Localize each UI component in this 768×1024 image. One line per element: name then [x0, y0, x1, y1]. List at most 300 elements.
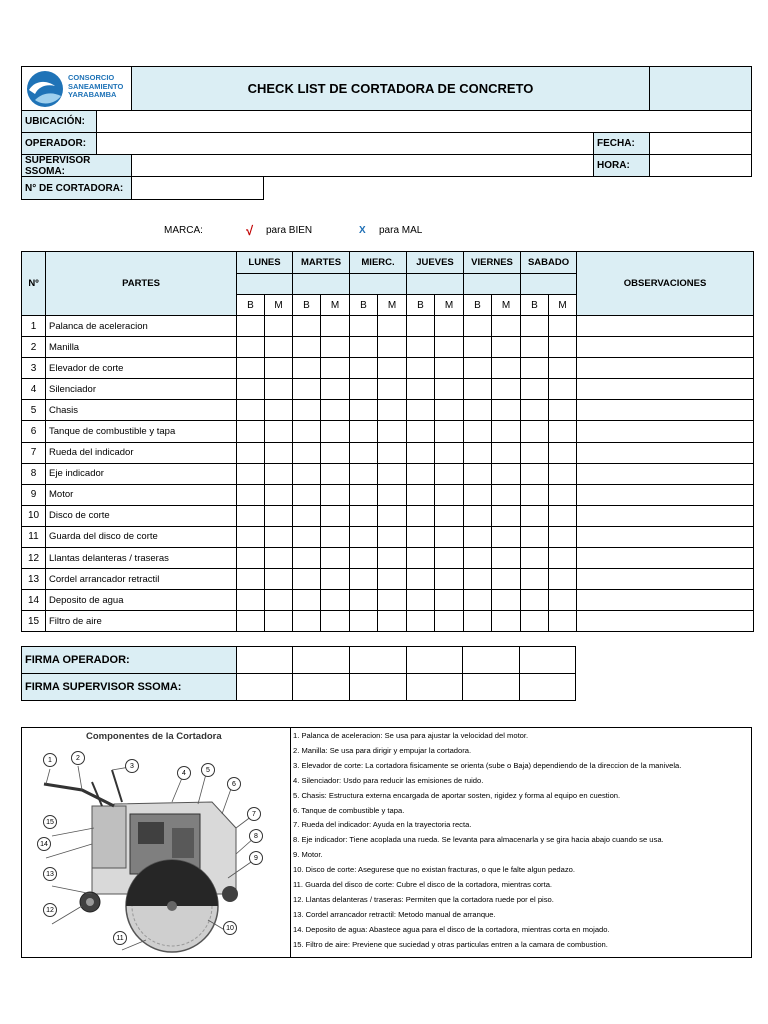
- check-cell-bien[interactable]: [350, 379, 378, 400]
- observation-cell[interactable]: [577, 463, 754, 484]
- check-cell-mal[interactable]: [321, 421, 350, 442]
- part-name: Guarda del disco de corte: [46, 526, 237, 547]
- part-name: Palanca de aceleracion: [46, 316, 237, 337]
- check-cell-mal[interactable]: [265, 379, 293, 400]
- observation-cell[interactable]: [577, 442, 754, 463]
- check-cell-mal[interactable]: [435, 611, 464, 632]
- mal-column-header: M: [549, 295, 577, 316]
- check-cell-mal[interactable]: [378, 463, 407, 484]
- component-description: 4. Silenciador: Usdo para reducir las emisiones de ruido.: [293, 775, 484, 785]
- check-cell-mal[interactable]: [265, 526, 293, 547]
- row-number: 5: [22, 400, 46, 421]
- check-cell-mal[interactable]: [378, 421, 407, 442]
- check-cell-bien[interactable]: [521, 463, 549, 484]
- table-row: [22, 316, 754, 337]
- day-blank-cell: [293, 274, 350, 295]
- part-name: Elevador de corte: [46, 358, 237, 379]
- signature-cell[interactable]: [237, 674, 293, 701]
- check-cell-mal[interactable]: [492, 548, 521, 569]
- signature-cell[interactable]: [350, 647, 407, 674]
- callout-number-15: 15: [43, 815, 57, 829]
- check-cell-mal[interactable]: [435, 379, 464, 400]
- check-cell-mal[interactable]: [492, 569, 521, 590]
- table-row: [22, 379, 754, 400]
- check-cell-bien[interactable]: [293, 548, 321, 569]
- check-cell-bien[interactable]: [350, 463, 378, 484]
- part-name: Chasis: [46, 400, 237, 421]
- check-cell-mal[interactable]: [492, 590, 521, 611]
- callout-number-4: 4: [177, 766, 191, 780]
- check-cell-bien[interactable]: [350, 400, 378, 421]
- check-cell-mal[interactable]: [492, 442, 521, 463]
- check-cell-bien[interactable]: [237, 505, 265, 526]
- check-cell-mal[interactable]: [378, 337, 407, 358]
- check-cell-bien[interactable]: [237, 421, 265, 442]
- callout-number-12: 12: [43, 903, 57, 917]
- check-cell-mal[interactable]: [435, 548, 464, 569]
- observation-cell[interactable]: [577, 400, 754, 421]
- components-title: Componentes de la Cortadora: [86, 731, 222, 742]
- table-row: [22, 463, 754, 484]
- day-blank-cell: [350, 274, 407, 295]
- check-cell-bien[interactable]: [237, 400, 265, 421]
- check-cell-bien[interactable]: [464, 569, 492, 590]
- logo-cell: [21, 66, 132, 111]
- check-cell-bien[interactable]: [407, 421, 435, 442]
- part-name: Cordel arrancador retractil: [46, 569, 237, 590]
- hora-field[interactable]: [649, 154, 752, 177]
- part-name: Silenciador: [46, 379, 237, 400]
- cortadora-label: N° DE CORTADORA:: [21, 176, 132, 200]
- ubicacion-label: UBICACIÓN:: [21, 110, 97, 133]
- mal-column-header: M: [321, 295, 350, 316]
- check-cell-bien[interactable]: [464, 505, 492, 526]
- observation-cell[interactable]: [577, 611, 754, 632]
- supervisor-label: SUPERVISOR SSOMA:: [21, 154, 132, 177]
- check-cell-bien[interactable]: [293, 611, 321, 632]
- check-cell-bien[interactable]: [293, 569, 321, 590]
- check-cell-bien[interactable]: [407, 548, 435, 569]
- signature-cell[interactable]: [237, 647, 293, 674]
- check-cell-bien[interactable]: [521, 379, 549, 400]
- check-cell-bien[interactable]: [407, 484, 435, 505]
- check-cell-mal[interactable]: [435, 400, 464, 421]
- check-cell-bien[interactable]: [237, 463, 265, 484]
- check-cell-bien[interactable]: [237, 611, 265, 632]
- check-cell-mal[interactable]: [265, 463, 293, 484]
- check-cell-mal[interactable]: [265, 505, 293, 526]
- check-cell-mal[interactable]: [321, 358, 350, 379]
- component-description: 9. Motor.: [293, 850, 323, 860]
- check-cell-mal[interactable]: [492, 337, 521, 358]
- check-cell-bien[interactable]: [407, 526, 435, 547]
- table-row: [22, 505, 754, 526]
- check-cell-mal[interactable]: [492, 316, 521, 337]
- check-cell-mal[interactable]: [265, 337, 293, 358]
- check-cell-bien[interactable]: [464, 316, 492, 337]
- check-cell-mal[interactable]: [549, 590, 577, 611]
- part-name: Disco de corte: [46, 505, 237, 526]
- check-cell-mal[interactable]: [435, 526, 464, 547]
- signature-cell[interactable]: [407, 674, 463, 701]
- check-cell-mal[interactable]: [265, 442, 293, 463]
- check-cell-bien[interactable]: [407, 337, 435, 358]
- check-cell-bien[interactable]: [293, 316, 321, 337]
- check-cell-mal[interactable]: [321, 316, 350, 337]
- check-cell-mal[interactable]: [321, 379, 350, 400]
- check-cell-bien[interactable]: [521, 442, 549, 463]
- component-description: 1. Palanca de aceleracion: Se usa para ajustar la velocidad del motor.: [293, 731, 529, 740]
- check-cell-bien[interactable]: [293, 505, 321, 526]
- component-description: 13. Cordel arrancador retractil: Metodo manual de arranque.: [293, 909, 496, 919]
- check-cell-mal[interactable]: [492, 526, 521, 547]
- callout-number-8: 8: [249, 829, 263, 843]
- check-cell-bien[interactable]: [350, 548, 378, 569]
- observation-cell[interactable]: [577, 484, 754, 505]
- day-header-miercoles: MIERC.: [350, 252, 407, 274]
- check-cell-mal[interactable]: [492, 358, 521, 379]
- check-cell-bien[interactable]: [293, 463, 321, 484]
- check-cell-mal[interactable]: [435, 484, 464, 505]
- check-cell-mal[interactable]: [321, 590, 350, 611]
- check-cell-mal[interactable]: [549, 484, 577, 505]
- table-row: [22, 421, 754, 442]
- check-cell-bien[interactable]: [464, 590, 492, 611]
- check-cell-mal[interactable]: [321, 463, 350, 484]
- callout-number-1: 1: [43, 753, 57, 767]
- check-cell-bien[interactable]: [237, 484, 265, 505]
- row-number: 3: [22, 358, 46, 379]
- check-cell-mal[interactable]: [378, 569, 407, 590]
- callout-number-7: 7: [247, 807, 261, 821]
- marca-label: MARCA:: [164, 224, 203, 236]
- signature-cell[interactable]: [463, 674, 520, 701]
- check-cell-mal[interactable]: [549, 548, 577, 569]
- check-cell-bien[interactable]: [350, 569, 378, 590]
- check-cell-mal[interactable]: [378, 442, 407, 463]
- callout-number-2: 2: [71, 751, 85, 765]
- table-row: [22, 526, 754, 547]
- check-cell-mal[interactable]: [321, 505, 350, 526]
- observation-cell[interactable]: [577, 590, 754, 611]
- signature-cell[interactable]: [463, 647, 520, 674]
- check-cell-bien[interactable]: [237, 379, 265, 400]
- check-cell-bien[interactable]: [407, 400, 435, 421]
- observation-cell[interactable]: [577, 379, 754, 400]
- check-cell-bien[interactable]: [293, 400, 321, 421]
- fecha-label: FECHA:: [593, 132, 650, 155]
- observation-cell[interactable]: [577, 316, 754, 337]
- check-cell-bien[interactable]: [521, 337, 549, 358]
- check-cell-bien[interactable]: [521, 358, 549, 379]
- check-cell-mal[interactable]: [549, 316, 577, 337]
- check-cell-mal[interactable]: [265, 569, 293, 590]
- day-blank-cell: [237, 274, 293, 295]
- check-cell-mal[interactable]: [321, 484, 350, 505]
- check-cell-mal[interactable]: [265, 421, 293, 442]
- check-cell-bien[interactable]: [464, 463, 492, 484]
- check-cell-bien[interactable]: [293, 379, 321, 400]
- check-cell-bien[interactable]: [293, 526, 321, 547]
- check-cell-bien[interactable]: [407, 611, 435, 632]
- part-name: Deposito de agua: [46, 590, 237, 611]
- check-cell-bien[interactable]: [521, 421, 549, 442]
- fecha-field[interactable]: [649, 132, 752, 155]
- check-cell-bien[interactable]: [293, 590, 321, 611]
- check-cell-mal[interactable]: [549, 379, 577, 400]
- component-description: 2. Manilla: Se usa para dirigir y empujar la cortadora.: [293, 745, 472, 755]
- x-mark-icon: X: [359, 224, 366, 236]
- check-cell-mal[interactable]: [321, 548, 350, 569]
- check-cell-bien[interactable]: [407, 442, 435, 463]
- check-cell-bien[interactable]: [407, 590, 435, 611]
- check-cell-mal[interactable]: [549, 463, 577, 484]
- check-cell-bien[interactable]: [350, 590, 378, 611]
- check-cell-mal[interactable]: [549, 337, 577, 358]
- observation-cell[interactable]: [577, 548, 754, 569]
- row-number: 7: [22, 442, 46, 463]
- observation-cell[interactable]: [577, 421, 754, 442]
- check-cell-mal[interactable]: [265, 611, 293, 632]
- check-cell-bien[interactable]: [237, 526, 265, 547]
- check-cell-mal[interactable]: [492, 463, 521, 484]
- bien-column-header: B: [521, 295, 549, 316]
- observation-cell[interactable]: [577, 526, 754, 547]
- bien-column-header: B: [464, 295, 492, 316]
- check-cell-mal[interactable]: [378, 590, 407, 611]
- check-cell-mal[interactable]: [435, 358, 464, 379]
- check-cell-bien[interactable]: [407, 316, 435, 337]
- observation-cell[interactable]: [577, 358, 754, 379]
- check-cell-bien[interactable]: [521, 316, 549, 337]
- check-cell-bien[interactable]: [237, 337, 265, 358]
- check-cell-bien[interactable]: [350, 337, 378, 358]
- signature-cell[interactable]: [293, 647, 350, 674]
- day-blank-cell: [521, 274, 577, 295]
- check-cell-mal[interactable]: [378, 484, 407, 505]
- mal-column-header: M: [265, 295, 293, 316]
- check-cell-bien[interactable]: [464, 611, 492, 632]
- check-cell-mal[interactable]: [321, 442, 350, 463]
- component-description: 11. Guarda del disco de corte: Cubre el disco de la cortadora, mientras corta.: [293, 880, 553, 890]
- mal-column-header: M: [435, 295, 464, 316]
- check-cell-mal[interactable]: [265, 590, 293, 611]
- check-cell-bien[interactable]: [521, 611, 549, 632]
- check-cell-bien[interactable]: [464, 548, 492, 569]
- check-cell-mal[interactable]: [265, 484, 293, 505]
- check-cell-mal[interactable]: [435, 316, 464, 337]
- check-cell-bien[interactable]: [237, 569, 265, 590]
- check-cell-mal[interactable]: [435, 505, 464, 526]
- row-number: 13: [22, 569, 46, 590]
- signature-cell[interactable]: [407, 647, 463, 674]
- check-cell-bien[interactable]: [521, 569, 549, 590]
- check-cell-mal[interactable]: [321, 569, 350, 590]
- check-cell-bien[interactable]: [293, 337, 321, 358]
- part-name: Filtro de aire: [46, 611, 237, 632]
- check-cell-mal[interactable]: [492, 611, 521, 632]
- check-cell-mal[interactable]: [492, 505, 521, 526]
- check-cell-bien[interactable]: [237, 358, 265, 379]
- title-side-cell: [649, 66, 752, 111]
- part-name: Eje indicador: [46, 463, 237, 484]
- part-name: Manilla: [46, 337, 237, 358]
- cortadora-field[interactable]: [131, 176, 264, 200]
- check-cell-bien[interactable]: [464, 358, 492, 379]
- check-cell-mal[interactable]: [549, 611, 577, 632]
- check-cell-bien[interactable]: [350, 421, 378, 442]
- check-cell-bien[interactable]: [407, 379, 435, 400]
- check-cell-mal[interactable]: [492, 400, 521, 421]
- check-cell-bien[interactable]: [293, 484, 321, 505]
- table-row: [22, 569, 754, 590]
- check-cell-mal[interactable]: [435, 590, 464, 611]
- check-cell-bien[interactable]: [464, 442, 492, 463]
- check-cell-bien[interactable]: [350, 442, 378, 463]
- check-cell-mal[interactable]: [378, 526, 407, 547]
- check-cell-mal[interactable]: [378, 505, 407, 526]
- check-cell-mal[interactable]: [265, 316, 293, 337]
- bien-label: para BIEN: [266, 224, 313, 236]
- check-cell-bien[interactable]: [293, 421, 321, 442]
- callout-number-3: 3: [125, 759, 139, 773]
- table-row: [22, 442, 754, 463]
- check-cell-mal[interactable]: [378, 548, 407, 569]
- table-row: [22, 548, 754, 569]
- day-blank-cell: [407, 274, 464, 295]
- check-cell-mal[interactable]: [265, 400, 293, 421]
- check-cell-bien[interactable]: [350, 484, 378, 505]
- bien-column-header: B: [407, 295, 435, 316]
- check-cell-bien[interactable]: [521, 484, 549, 505]
- checklist-rows: [22, 316, 754, 632]
- observation-cell[interactable]: [577, 569, 754, 590]
- signature-table: [21, 646, 576, 701]
- check-cell-mal[interactable]: [321, 611, 350, 632]
- check-cell-mal[interactable]: [265, 358, 293, 379]
- callout-number-6: 6: [227, 777, 241, 791]
- check-cell-mal[interactable]: [549, 526, 577, 547]
- component-descriptions: [293, 729, 749, 957]
- mal-column-header: M: [492, 295, 521, 316]
- check-cell-mal[interactable]: [378, 611, 407, 632]
- logo-text: [68, 74, 123, 100]
- part-name: Llantas delanteras / traseras: [46, 548, 237, 569]
- check-cell-bien[interactable]: [350, 611, 378, 632]
- check-cell-bien[interactable]: [464, 400, 492, 421]
- page-title: CHECK LIST DE CORTADORA DE CONCRETO: [247, 81, 534, 96]
- callout-number-5: 5: [201, 763, 215, 777]
- check-cell-bien[interactable]: [464, 421, 492, 442]
- component-description: 12. Llantas delanteras / traseras: Permiten que la cortadora ruede por el piso.: [293, 894, 554, 904]
- check-cell-mal[interactable]: [549, 569, 577, 590]
- check-cell-mal[interactable]: [378, 316, 407, 337]
- table-row: [22, 337, 754, 358]
- component-description: 10. Disco de corte: Asegurese que no existan fracturas, o que le falte algun pedazo.: [293, 865, 575, 875]
- operador-field[interactable]: [96, 132, 594, 155]
- component-description: 5. Chasis: Estructura externa encargada de aportar sosten, rigidez y forma al equipo en cuestion.: [293, 790, 621, 800]
- check-cell-mal[interactable]: [549, 442, 577, 463]
- check-cell-bien[interactable]: [407, 505, 435, 526]
- check-cell-bien[interactable]: [521, 400, 549, 421]
- check-cell-bien[interactable]: [464, 484, 492, 505]
- col-num-header: Nº: [22, 252, 46, 316]
- day-header-viernes: VIERNES: [464, 252, 521, 274]
- check-cell-bien[interactable]: [407, 569, 435, 590]
- observation-cell[interactable]: [577, 505, 754, 526]
- row-number: 12: [22, 548, 46, 569]
- check-cell-bien[interactable]: [464, 379, 492, 400]
- row-number: 4: [22, 379, 46, 400]
- check-cell-mal[interactable]: [492, 379, 521, 400]
- check-cell-bien[interactable]: [521, 548, 549, 569]
- check-cell-mal[interactable]: [435, 569, 464, 590]
- check-cell-bien[interactable]: [237, 442, 265, 463]
- firma-operador-label: FIRMA OPERADOR:: [22, 647, 237, 674]
- check-cell-mal[interactable]: [321, 400, 350, 421]
- check-cell-mal[interactable]: [321, 526, 350, 547]
- check-cell-bien[interactable]: [350, 505, 378, 526]
- check-cell-bien[interactable]: [464, 337, 492, 358]
- check-cell-mal[interactable]: [549, 358, 577, 379]
- bien-column-header: B: [293, 295, 321, 316]
- row-number: 15: [22, 611, 46, 632]
- check-cell-mal[interactable]: [435, 463, 464, 484]
- col-obs-header: OBSERVACIONES: [577, 252, 754, 316]
- check-cell-bien[interactable]: [237, 316, 265, 337]
- check-cell-mal[interactable]: [435, 442, 464, 463]
- check-cell-bien[interactable]: [407, 358, 435, 379]
- check-cell-bien[interactable]: [521, 526, 549, 547]
- signature-cell[interactable]: [293, 674, 350, 701]
- check-cell-bien[interactable]: [350, 316, 378, 337]
- part-name: Motor: [46, 484, 237, 505]
- check-cell-mal[interactable]: [549, 421, 577, 442]
- check-cell-mal[interactable]: [435, 421, 464, 442]
- table-row: [22, 611, 754, 632]
- check-cell-mal[interactable]: [378, 379, 407, 400]
- check-cell-bien[interactable]: [464, 526, 492, 547]
- check-cell-mal[interactable]: [549, 400, 577, 421]
- observation-cell[interactable]: [577, 337, 754, 358]
- check-cell-bien[interactable]: [350, 526, 378, 547]
- row-number: 11: [22, 526, 46, 547]
- check-cell-bien[interactable]: [521, 505, 549, 526]
- check-cell-bien[interactable]: [521, 590, 549, 611]
- check-cell-mal[interactable]: [321, 337, 350, 358]
- ubicacion-field[interactable]: [96, 110, 752, 133]
- signature-cell[interactable]: [520, 674, 576, 701]
- signature-cell[interactable]: [520, 647, 576, 674]
- check-cell-mal[interactable]: [492, 421, 521, 442]
- col-partes-header: PARTES: [46, 252, 237, 316]
- check-cell-bien[interactable]: [407, 463, 435, 484]
- check-cell-mal[interactable]: [435, 337, 464, 358]
- check-cell-bien[interactable]: [293, 358, 321, 379]
- check-cell-bien[interactable]: [237, 548, 265, 569]
- check-cell-bien[interactable]: [350, 358, 378, 379]
- check-cell-bien[interactable]: [237, 590, 265, 611]
- check-cell-mal[interactable]: [378, 400, 407, 421]
- check-mark-icon: √: [246, 222, 254, 238]
- check-cell-mal[interactable]: [378, 358, 407, 379]
- check-cell-bien[interactable]: [293, 442, 321, 463]
- supervisor-field[interactable]: [131, 154, 594, 177]
- check-cell-mal[interactable]: [265, 548, 293, 569]
- signature-cell[interactable]: [350, 674, 407, 701]
- check-cell-mal[interactable]: [492, 484, 521, 505]
- check-cell-mal[interactable]: [549, 505, 577, 526]
